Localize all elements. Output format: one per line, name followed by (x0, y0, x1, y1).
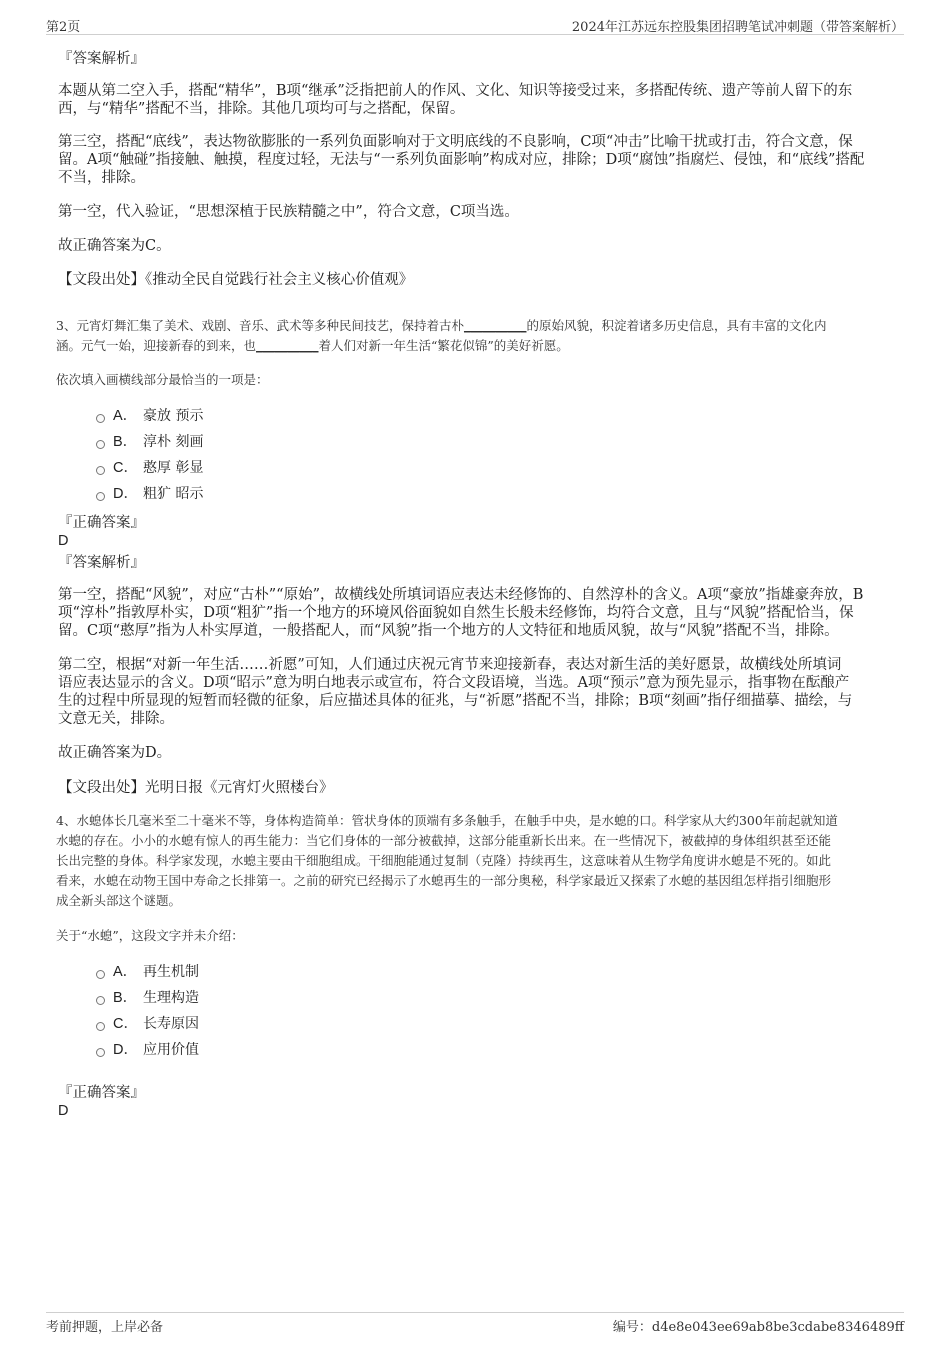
q3-option-d[interactable]: D． 粗犷 昭示 (96, 484, 203, 504)
q4-answer: D (58, 1103, 69, 1119)
page-footer (46, 1312, 904, 1333)
q4-option-d[interactable]: D． 应用价值 (96, 1040, 199, 1060)
q3-correct-label: 『正确答案』 (58, 515, 145, 531)
document-title: 2024年江苏远东控股集团招聘笔试冲刺题（带答案解析） (571, 20, 904, 35)
radio-icon[interactable] (96, 414, 105, 423)
radio-icon[interactable] (96, 466, 105, 475)
page-header (46, 14, 904, 35)
q3-prompt: 依次填入画横线部分最恰当的一项是： (56, 372, 269, 387)
footer-slogan: 考前押题，上岸必备 (46, 1320, 164, 1335)
q3-analysis-para2: 第二空，根据“对新一年生活……祈愿”可知，人们通过庆祝元宵节来迎接新春，表达对新生活的美好愿景，故横线处所填词 语应表达显示的含义。D项“昭示”意为明白地表示或宣布，符合文段语境，当选。A项“预示”意为预先显示，指事物在酝酿产 生的过程中所显现的短暂而轻微的征象，后应描述具体的征兆，与“祈愿”搭配不当，排除；B项“刻画”指仔细描摹、描绘，与 文意无关，排除。 (58, 657, 853, 727)
q3-stem: 3、元宵灯舞汇集了美术、戏剧、音乐、武术等多种民间技艺，保持着古朴__________的原始风貌，积淀着诸多历史信息，具有丰富的文化内 涵。元气一始，迎接新春的到来，也__________着人们对新一年生活“繁花似锦”的美好祈愿。 (56, 318, 827, 353)
radio-icon[interactable] (96, 970, 105, 979)
q2-analysis-para1: 本题从第二空入手，搭配“精华”，B项“继承”泛指把前人的作风、文化、知识等接受过来，多搭配传统、遗产等前人留下的东 西，与“精华”搭配不当，排除。其他几项均可与之搭配，保留。 (58, 83, 853, 117)
radio-icon[interactable] (96, 1022, 105, 1031)
q4-prompt: 关于“水螅”，这段文字并未介绍： (56, 928, 244, 943)
q2-conclusion: 故正确答案为C。 (58, 238, 171, 254)
q3-analysis-label: 『答案解析』 (58, 555, 145, 571)
q4-option-c[interactable]: C． 长寿原因 (96, 1014, 199, 1034)
q3-conclusion: 故正确答案为D。 (58, 745, 172, 761)
page-number: 第2页 (46, 20, 81, 35)
q2-analysis-label: 『答案解析』 (58, 51, 145, 67)
document-serial: 编号：d4e8e043ee69ab8be3cdabe8346489ff (612, 1320, 904, 1335)
fill-blank: __________ (463, 318, 527, 333)
radio-icon[interactable] (96, 996, 105, 1005)
fill-blank: __________ (256, 338, 319, 353)
q4-correct-label: 『正确答案』 (58, 1085, 145, 1101)
radio-icon[interactable] (96, 440, 105, 449)
q4-option-b[interactable]: B． 生理构造 (96, 988, 199, 1008)
q3-analysis-para1: 第一空，搭配“风貌”，对应“古朴”“原始”，故横线处所填词语应表达未经修饰的、自然淳朴的含义。A项“豪放”指雄豪奔放，B 项“淳朴”指敦厚朴实，D项“粗犷”指一个地方的环境风俗面貌如自然生长般未经修饰，均符合文意，且与“风貌”搭配恰当，保 留。C项“憨厚”指为人朴实厚道，一般搭配人，而“风貌”指一个地方的人文特征和地质风貌，故与“风貌”搭配不当，排除。 (58, 587, 864, 639)
q3-answer: D (58, 533, 69, 549)
q2-analysis-para3: 第一空，代入验证，“思想深植于民族精髓之中”，符合文意，C项当选。 (58, 204, 519, 220)
q3-option-c[interactable]: C． 憨厚 彰显 (96, 458, 203, 478)
q4-option-a[interactable]: A． 再生机制 (96, 962, 199, 982)
q2-analysis-para2: 第三空，搭配“底线”，表达物欲膨胀的一系列负面影响对于文明底线的不良影响，C项“冲击”比喻干扰或打击，符合文意，保 留。A项“触碰”指接触、触摸，程度过轻，无法与“一系列负面影响”构成对应，排除；D项“腐蚀”指腐烂、侵蚀，和“底线”搭配 不当，排除。 (58, 134, 865, 186)
q3-source: 【文段出处】光明日报《元宵灯火照楼台》 (58, 780, 334, 796)
radio-icon[interactable] (96, 492, 105, 501)
q4-stem: 4、水螅体长几毫米至二十毫米不等，身体构造简单：管状身体的顶端有多条触手，在触手中央，是水螅的口。科学家从大约300年前起就知道 水螅的存在。小小的水螅有惊人的再生能力：当它们身体的一部分被截掉，这部分能重新长出来。在一些情况下，被截掉的身体组织甚至还能 长出完整的身体。科学家发现，水螅主要由干细胞组成。干细胞能通过复制（克隆）持续再生，这意味着从生物学角度讲水螅是不死的。如此 看来，水螅在动物王国中寿命之长排第一。之前的研究已经揭示了水螅再生的一部分奥秘，科学家最近又探索了水螅的基因组怎样指引细胞形 成全新头部这个谜题。 (56, 813, 838, 908)
q3-option-b[interactable]: B． 淳朴 刻画 (96, 432, 203, 452)
q3-option-a[interactable]: A． 豪放 预示 (96, 406, 203, 426)
radio-icon[interactable] (96, 1048, 105, 1057)
q2-source: 【文段出处】《推动全民自觉践行社会主义核心价值观》 (58, 272, 414, 288)
